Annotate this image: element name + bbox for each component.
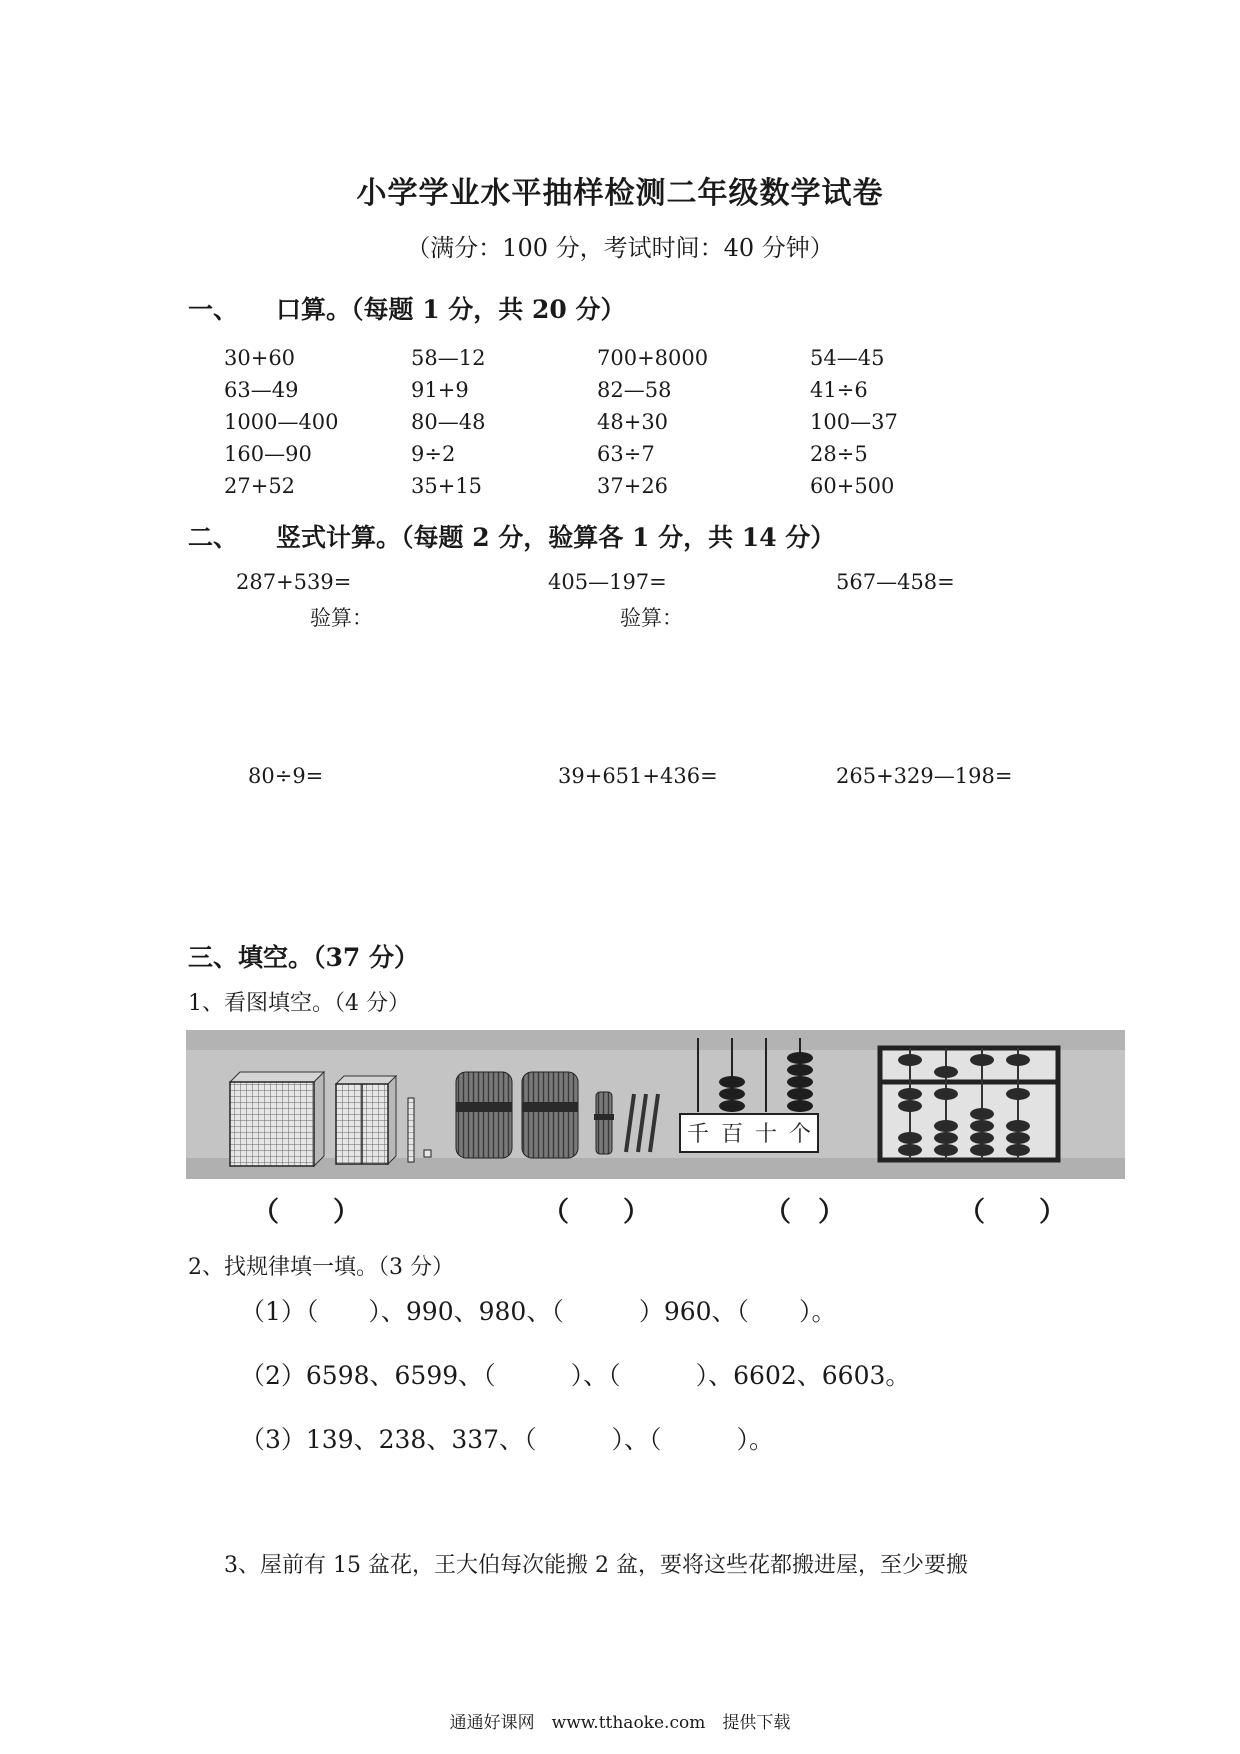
exam-title: 小学学业水平抽样检测二年级数学试卷 (356, 176, 884, 211)
oral-item: 54—45 (810, 346, 885, 370)
oral-item: 91+9 (411, 378, 469, 402)
oral-item: 160—90 (224, 442, 312, 466)
answer-blank[interactable]: （ ） (542, 1197, 650, 1228)
place-label-hundreds: 百 (720, 1122, 744, 1147)
question-3-1: 1、看图填空。（4 分） (188, 991, 410, 1016)
oral-item: 63÷7 (597, 442, 655, 466)
exam-subtitle: （满分：100 分，考试时间：40 分钟） (406, 234, 834, 262)
oral-item: 30+60 (224, 346, 296, 370)
oral-item: 100—37 (810, 410, 898, 434)
stick-bundle-icon (522, 1072, 578, 1158)
small-stick-bundle-icon (594, 1092, 614, 1154)
counting-pictures-svg (186, 1030, 1125, 1179)
counting-pictures (186, 1030, 1125, 1179)
place-label-thousands: 千 (686, 1122, 710, 1147)
vertical-calc-item: 567—458= (836, 570, 955, 594)
answer-blank[interactable]: （ ） (764, 1197, 845, 1228)
oral-item: 63—49 (224, 378, 299, 402)
oral-item: 28÷5 (810, 442, 868, 466)
check-label: 验算： (620, 606, 683, 630)
question-3-2: 2、找规律填一填。（3 分） (188, 1255, 454, 1280)
abacus-icon (880, 1048, 1058, 1160)
answer-blank[interactable]: （ ） (252, 1197, 360, 1228)
pattern-line-1: （1）（ ）、990、980、（ ）960、（ ）。 (240, 1297, 837, 1326)
hundred-flats-icon (336, 1076, 396, 1164)
oral-item: 41÷6 (810, 378, 868, 402)
check-label: 验算： (310, 606, 373, 630)
section-1-number: 一、 (188, 295, 239, 324)
stick-bundle-icon (456, 1072, 512, 1158)
oral-item: 80—48 (411, 410, 486, 434)
section-1-title: 口算。（每题 1 分，共 20 分） (276, 295, 626, 324)
place-label-ones: 个 (788, 1122, 812, 1147)
place-label-tens: 十 (754, 1122, 778, 1147)
pattern-line-3: （3）139、238、337、（ ）、（ ）。 (240, 1425, 775, 1454)
answer-blank[interactable]: （ ） (958, 1197, 1066, 1228)
vertical-calc-item: 39+651+436= (558, 764, 718, 788)
vertical-calc-item: 287+539= (236, 570, 352, 594)
section-2-title: 竖式计算。（每题 2 分，验算各 1 分，共 14 分） (276, 523, 836, 552)
ten-rod-icon (408, 1098, 414, 1162)
pattern-line-2: （2）6598、6599、（ ）、（ ）、6602、6603。 (240, 1361, 911, 1390)
section-3-heading: 三、填空。（37 分） (188, 943, 419, 972)
oral-item: 37+26 (597, 474, 669, 498)
oral-item: 27+52 (224, 474, 296, 498)
unit-cube-icon (424, 1150, 431, 1157)
section-2-heading (188, 518, 835, 554)
oral-item: 700+8000 (597, 346, 709, 370)
vertical-calc-item: 405—197= (548, 570, 667, 594)
vertical-calc-item: 265+329—198= (836, 764, 1013, 788)
oral-item: 48+30 (597, 410, 669, 434)
vertical-calc-item: 80÷9= (248, 764, 324, 788)
oral-item: 60+500 (810, 474, 895, 498)
page-footer: 通通好课网 www.tthaoke.com 提供下载 (449, 1713, 791, 1733)
question-3-3: 3、屋前有 15 盆花，王大伯每次能搬 2 盆，要将这些花都搬进屋，至少要搬 (224, 1553, 968, 1578)
oral-item: 58—12 (411, 346, 486, 370)
oral-item: 9÷2 (411, 442, 456, 466)
oral-item: 35+15 (411, 474, 483, 498)
oral-item: 82—58 (597, 378, 672, 402)
thousand-cube-icon (230, 1072, 324, 1166)
oral-item: 1000—400 (224, 410, 339, 434)
section-2-number: 二、 (188, 523, 239, 552)
section-1-heading (188, 290, 626, 326)
